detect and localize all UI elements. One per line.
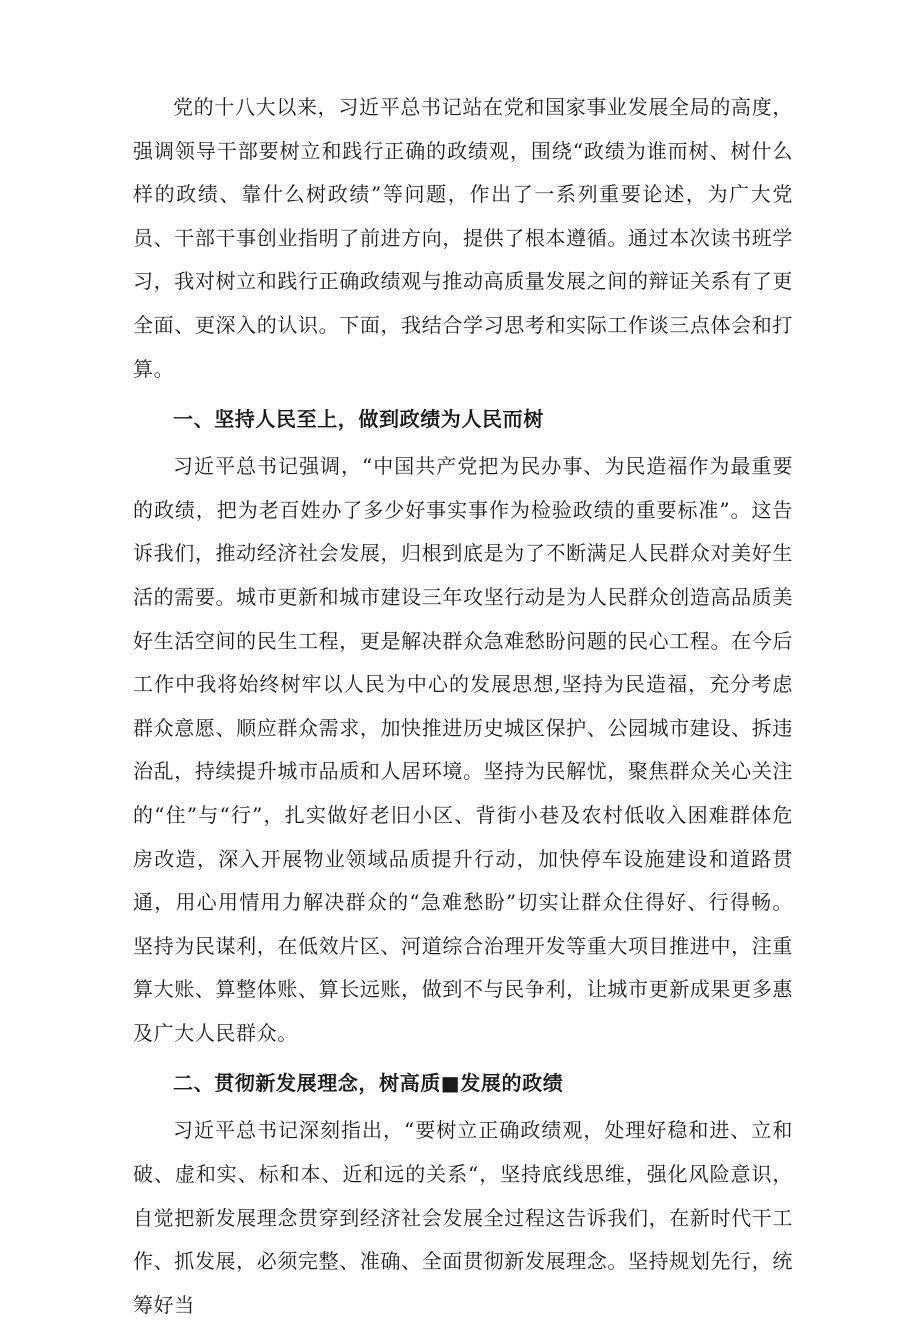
intro-paragraph: 党的十八大以来，习近平总书记站在党和国家事业发展全局的高度，强调领导干部要树立和践行正确的政绩观，围绕“政绩为谁而树、树什么样的政绩、靠什么树政绩”等问题，作出了一系列重要论述，为广大党员、干部干事创业指明了前进方向，提供了根本遵循。通过本次读书班学习，我对树立和践行正确政绩观与推动高质量发展之间的辩证关系有了更全面、更深入的认识。下面，我结合学习思考和实际工作谈三点体会和打算。 <box>133 95 793 381</box>
section-1-heading: 一、坚持人民至上，做到政绩为人民而树 <box>173 407 544 432</box>
section-1-paragraph: 习近平总书记强调，“中国共产党把为民办事、为民造福作为最重要的政绩，把为老百姓办了多少好事实事作为检验政绩的重要标准”。这告诉我们，推动经济社会发展，归根到底是为了不断满足人民群众对美好生活的需要。城市更新和城市建设三年攻坚行动是为人民群众创造高品质美好生活空间的民生工程，更是解决群众急难愁盼问题的民心工程。在今后工作中我将始终树牢以人民为中心的发展思想,坚持为民造福，充分考虑群众意愿、顺应群众需求，加快推进历史城区保护、公园城市建设、拆违治乱，持续提升城市品质和人居环境。坚持为民解忧，聚焦群众关心关注的“住”与“行”，扎实做好老旧小区、背街小巷及农村低收入困难群体危房改造，深入开展物业领域品质提升行动，加快停车设施建设和道路贯通，用心用情用力解决群众的“急难愁盼”切实让群众住得好、行得畅。坚持为民谋利，在低效片区、河道综合治理开发等重大项目推进中，注重算大账、算整体账、算长远账，做到不与民争利，让城市更新成果更多惠及广大人民群众。 <box>133 454 793 1045</box>
section-2-heading: 二、贯彻新发展理念，树高质■发展的政绩 <box>173 1071 564 1096</box>
section-2-paragraph: 习近平总书记深刻指出，“要树立正确政绩观，处理好稳和进、立和破、虚和实、标和本、近和远的关系“，坚持底线思维，强化风险意识，自觉把新发展理念贯穿到经济社会发展全过程这告诉我们，在新时代干工作、抓发展，必须完整、准确、全面贯彻新发展理念。坚持规划先行，统筹好当 <box>133 1118 793 1317</box>
document-page <box>133 86 793 1327</box>
